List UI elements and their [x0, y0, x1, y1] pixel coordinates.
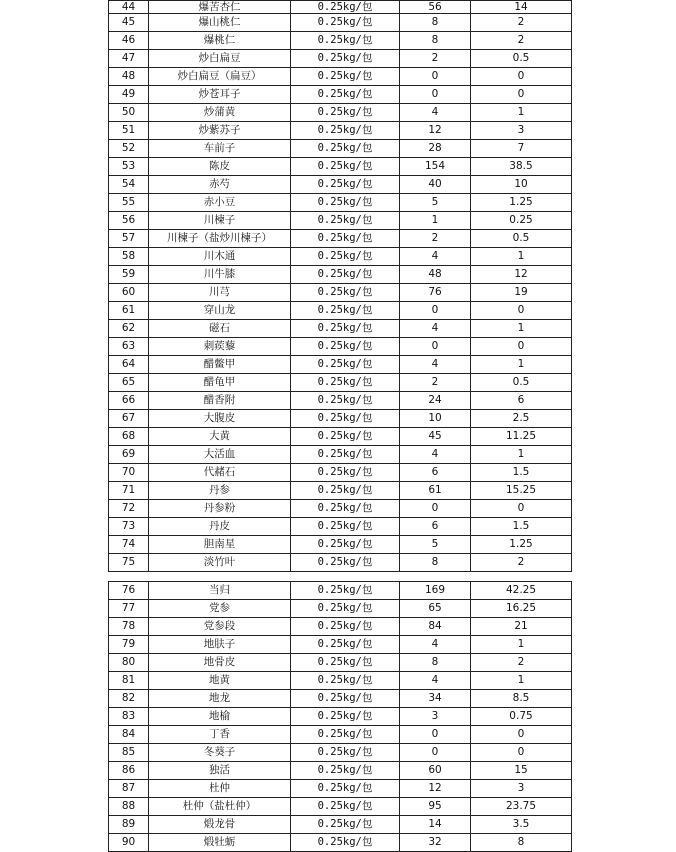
package-spec-cell: 0.25kg/包: [291, 86, 400, 104]
package-spec-cell: 0.25kg/包: [291, 158, 400, 176]
package-spec-cell: 0.25kg/包: [291, 690, 400, 708]
weight-kg-cell: 2: [471, 554, 572, 572]
table-row: [109, 600, 572, 618]
package-count-cell: 4: [400, 320, 471, 338]
package-spec-cell: 0.25kg/包: [291, 780, 400, 798]
weight-kg-cell: 1: [471, 320, 572, 338]
package-count-cell: 3: [400, 708, 471, 726]
row-number-cell: 67: [109, 410, 149, 428]
weight-kg-cell: 8: [471, 834, 572, 852]
table-row: [109, 834, 572, 852]
table-row: [109, 446, 572, 464]
row-number-cell: 68: [109, 428, 149, 446]
table-row: [109, 392, 572, 410]
package-count-cell: 60: [400, 762, 471, 780]
package-spec-cell: 0.25kg/包: [291, 582, 400, 600]
weight-kg-cell: 14: [471, 1, 572, 14]
herb-name-cell: 川芎: [149, 284, 291, 302]
table-row: [109, 500, 572, 518]
table-row: [109, 518, 572, 536]
row-number-cell: 72: [109, 500, 149, 518]
weight-kg-cell: 0: [471, 338, 572, 356]
package-spec-cell: 0.25kg/包: [291, 50, 400, 68]
package-spec-cell: 0.25kg/包: [291, 726, 400, 744]
herb-name-cell: 大黄: [149, 428, 291, 446]
weight-kg-cell: 0.25: [471, 212, 572, 230]
herb-name-cell: 胆南星: [149, 536, 291, 554]
herb-name-cell: 赤芍: [149, 176, 291, 194]
package-spec-cell: 0.25kg/包: [291, 672, 400, 690]
package-spec-cell: 0.25kg/包: [291, 536, 400, 554]
weight-kg-cell: 15.25: [471, 482, 572, 500]
package-count-cell: 4: [400, 446, 471, 464]
weight-kg-cell: 11.25: [471, 428, 572, 446]
package-count-cell: 40: [400, 176, 471, 194]
weight-kg-cell: 38.5: [471, 158, 572, 176]
weight-kg-cell: 1.5: [471, 464, 572, 482]
package-count-cell: 0: [400, 86, 471, 104]
herb-name-cell: 地肤子: [149, 636, 291, 654]
table-row: [109, 536, 572, 554]
package-count-cell: 5: [400, 194, 471, 212]
herb-name-cell: 炒苍耳子: [149, 86, 291, 104]
package-spec-cell: 0.25kg/包: [291, 464, 400, 482]
row-number-cell: 46: [109, 32, 149, 50]
herb-name-cell: 丹皮: [149, 518, 291, 536]
package-spec-cell: 0.25kg/包: [291, 410, 400, 428]
row-number-cell: 74: [109, 536, 149, 554]
table-row: [109, 320, 572, 338]
package-spec-cell: 0.25kg/包: [291, 500, 400, 518]
package-spec-cell: 0.25kg/包: [291, 654, 400, 672]
package-spec-cell: 0.25kg/包: [291, 266, 400, 284]
package-spec-cell: 0.25kg/包: [291, 104, 400, 122]
table-row: [109, 554, 572, 572]
table-row: [109, 338, 572, 356]
table-row: [109, 816, 572, 834]
table-row: [109, 428, 572, 446]
weight-kg-cell: 0: [471, 68, 572, 86]
row-number-cell: 76: [109, 582, 149, 600]
package-count-cell: 61: [400, 482, 471, 500]
package-count-cell: 0: [400, 338, 471, 356]
package-spec-cell: 0.25kg/包: [291, 14, 400, 32]
table-row: [109, 104, 572, 122]
weight-kg-cell: 16.25: [471, 600, 572, 618]
table-row: [109, 636, 572, 654]
package-spec-cell: 0.25kg/包: [291, 762, 400, 780]
herb-name-cell: 大腹皮: [149, 410, 291, 428]
table-row: [109, 374, 572, 392]
row-number-cell: 47: [109, 50, 149, 68]
weight-kg-cell: 2: [471, 654, 572, 672]
herb-name-cell: 党参段: [149, 618, 291, 636]
package-count-cell: 0: [400, 500, 471, 518]
herb-name-cell: 刺蒺藜: [149, 338, 291, 356]
package-spec-cell: 0.25kg/包: [291, 392, 400, 410]
package-spec-cell: 0.25kg/包: [291, 122, 400, 140]
table-row: [109, 672, 572, 690]
weight-kg-cell: 1.25: [471, 536, 572, 554]
herb-name-cell: 丹参粉: [149, 500, 291, 518]
row-number-cell: 79: [109, 636, 149, 654]
weight-kg-cell: 0.5: [471, 50, 572, 68]
package-spec-cell: 0.25kg/包: [291, 428, 400, 446]
package-spec-cell: 0.25kg/包: [291, 600, 400, 618]
herb-name-cell: 煅龙骨: [149, 816, 291, 834]
row-number-cell: 63: [109, 338, 149, 356]
table-row: [109, 356, 572, 374]
herb-name-cell: 炒紫苏子: [149, 122, 291, 140]
package-spec-cell: 0.25kg/包: [291, 230, 400, 248]
herb-name-cell: 川楝子: [149, 212, 291, 230]
package-count-cell: 169: [400, 582, 471, 600]
herb-name-cell: 地骨皮: [149, 654, 291, 672]
package-count-cell: 8: [400, 554, 471, 572]
herb-name-cell: 杜仲: [149, 780, 291, 798]
herb-name-cell: 穿山龙: [149, 302, 291, 320]
table-row: [109, 86, 572, 104]
weight-kg-cell: 6: [471, 392, 572, 410]
weight-kg-cell: 0.5: [471, 230, 572, 248]
herb-table-part1: [108, 0, 572, 572]
row-number-cell: 77: [109, 600, 149, 618]
package-spec-cell: 0.25kg/包: [291, 248, 400, 266]
package-spec-cell: 0.25kg/包: [291, 1, 400, 14]
package-spec-cell: 0.25kg/包: [291, 32, 400, 50]
herb-name-cell: 爆山桃仁: [149, 14, 291, 32]
package-spec-cell: 0.25kg/包: [291, 140, 400, 158]
package-count-cell: 2: [400, 50, 471, 68]
table-row: [109, 708, 572, 726]
herb-table-part2: [108, 581, 572, 852]
herb-name-cell: 杜仲（盐杜仲）: [149, 798, 291, 816]
herb-name-cell: 地榆: [149, 708, 291, 726]
weight-kg-cell: 7: [471, 140, 572, 158]
table-row: [109, 158, 572, 176]
package-spec-cell: 0.25kg/包: [291, 482, 400, 500]
table-row: [109, 122, 572, 140]
row-number-cell: 89: [109, 816, 149, 834]
package-count-cell: 8: [400, 654, 471, 672]
package-spec-cell: 0.25kg/包: [291, 338, 400, 356]
weight-kg-cell: 1.25: [471, 194, 572, 212]
package-spec-cell: 0.25kg/包: [291, 708, 400, 726]
weight-kg-cell: 1: [471, 672, 572, 690]
row-number-cell: 81: [109, 672, 149, 690]
row-number-cell: 88: [109, 798, 149, 816]
package-count-cell: 56: [400, 1, 471, 14]
herb-name-cell: 独活: [149, 762, 291, 780]
weight-kg-cell: 8.5: [471, 690, 572, 708]
package-count-cell: 95: [400, 798, 471, 816]
herb-name-cell: 车前子: [149, 140, 291, 158]
package-count-cell: 0: [400, 302, 471, 320]
package-spec-cell: 0.25kg/包: [291, 816, 400, 834]
weight-kg-cell: 1: [471, 446, 572, 464]
package-spec-cell: 0.25kg/包: [291, 744, 400, 762]
table-row: [109, 582, 572, 600]
weight-kg-cell: 1.5: [471, 518, 572, 536]
herb-name-cell: 炒蒲黄: [149, 104, 291, 122]
row-number-cell: 78: [109, 618, 149, 636]
herb-name-cell: 醋香附: [149, 392, 291, 410]
weight-kg-cell: 2: [471, 32, 572, 50]
herb-name-cell: 代赭石: [149, 464, 291, 482]
package-count-cell: 32: [400, 834, 471, 852]
package-spec-cell: 0.25kg/包: [291, 356, 400, 374]
row-number-cell: 69: [109, 446, 149, 464]
package-spec-cell: 0.25kg/包: [291, 798, 400, 816]
herb-name-cell: 冬葵子: [149, 744, 291, 762]
package-count-cell: 28: [400, 140, 471, 158]
row-number-cell: 56: [109, 212, 149, 230]
weight-kg-cell: 0.75: [471, 708, 572, 726]
package-spec-cell: 0.25kg/包: [291, 176, 400, 194]
package-count-cell: 12: [400, 122, 471, 140]
package-count-cell: 4: [400, 248, 471, 266]
weight-kg-cell: 10: [471, 176, 572, 194]
package-count-cell: 4: [400, 104, 471, 122]
table-row: [109, 212, 572, 230]
weight-kg-cell: 0: [471, 744, 572, 762]
package-spec-cell: 0.25kg/包: [291, 302, 400, 320]
row-number-cell: 48: [109, 68, 149, 86]
package-spec-cell: 0.25kg/包: [291, 284, 400, 302]
table-row: [109, 32, 572, 50]
row-number-cell: 59: [109, 266, 149, 284]
table-row: [109, 266, 572, 284]
herb-name-cell: 爆苦杏仁: [149, 1, 291, 14]
table-row: [109, 140, 572, 158]
package-count-cell: 4: [400, 636, 471, 654]
table-row: [109, 284, 572, 302]
package-spec-cell: 0.25kg/包: [291, 834, 400, 852]
table-row: [109, 654, 572, 672]
package-count-cell: 0: [400, 68, 471, 86]
row-number-cell: 86: [109, 762, 149, 780]
row-number-cell: 65: [109, 374, 149, 392]
row-number-cell: 44: [109, 1, 149, 14]
package-spec-cell: 0.25kg/包: [291, 446, 400, 464]
weight-kg-cell: 3: [471, 780, 572, 798]
herb-name-cell: 地龙: [149, 690, 291, 708]
row-number-cell: 54: [109, 176, 149, 194]
row-number-cell: 73: [109, 518, 149, 536]
table-row: [109, 744, 572, 762]
herb-name-cell: 陈皮: [149, 158, 291, 176]
row-number-cell: 61: [109, 302, 149, 320]
weight-kg-cell: 21: [471, 618, 572, 636]
herb-name-cell: 党参: [149, 600, 291, 618]
weight-kg-cell: 0.5: [471, 374, 572, 392]
row-number-cell: 66: [109, 392, 149, 410]
row-number-cell: 87: [109, 780, 149, 798]
herb-name-cell: 煅牡蛎: [149, 834, 291, 852]
weight-kg-cell: 2.5: [471, 410, 572, 428]
row-number-cell: 50: [109, 104, 149, 122]
weight-kg-cell: 3.5: [471, 816, 572, 834]
package-count-cell: 10: [400, 410, 471, 428]
package-count-cell: 4: [400, 356, 471, 374]
weight-kg-cell: 42.25: [471, 582, 572, 600]
package-spec-cell: 0.25kg/包: [291, 374, 400, 392]
row-number-cell: 90: [109, 834, 149, 852]
herb-name-cell: 地黄: [149, 672, 291, 690]
row-number-cell: 52: [109, 140, 149, 158]
table-row: [109, 50, 572, 68]
package-spec-cell: 0.25kg/包: [291, 212, 400, 230]
herb-name-cell: 丹参: [149, 482, 291, 500]
table-row: [109, 618, 572, 636]
table-row: [109, 780, 572, 798]
weight-kg-cell: 1: [471, 356, 572, 374]
package-count-cell: 154: [400, 158, 471, 176]
table-row: [109, 726, 572, 744]
table-row: [109, 798, 572, 816]
package-count-cell: 34: [400, 690, 471, 708]
weight-kg-cell: 1: [471, 248, 572, 266]
weight-kg-cell: 0: [471, 726, 572, 744]
package-count-cell: 0: [400, 744, 471, 762]
package-count-cell: 1: [400, 212, 471, 230]
table-row: [109, 762, 572, 780]
weight-kg-cell: 3: [471, 122, 572, 140]
package-count-cell: 45: [400, 428, 471, 446]
package-count-cell: 14: [400, 816, 471, 834]
row-number-cell: 53: [109, 158, 149, 176]
weight-kg-cell: 0: [471, 86, 572, 104]
table-row: [109, 464, 572, 482]
table-row: [109, 410, 572, 428]
herb-name-cell: 淡竹叶: [149, 554, 291, 572]
herb-name-cell: 当归: [149, 582, 291, 600]
row-number-cell: 60: [109, 284, 149, 302]
weight-kg-cell: 0: [471, 302, 572, 320]
weight-kg-cell: 23.75: [471, 798, 572, 816]
package-count-cell: 2: [400, 374, 471, 392]
package-count-cell: 12: [400, 780, 471, 798]
table-row: [109, 14, 572, 32]
table-row: [109, 176, 572, 194]
row-number-cell: 84: [109, 726, 149, 744]
weight-kg-cell: 0: [471, 500, 572, 518]
herb-name-cell: 醋龟甲: [149, 374, 291, 392]
table-row: [109, 68, 572, 86]
row-number-cell: 83: [109, 708, 149, 726]
herb-name-cell: 赤小豆: [149, 194, 291, 212]
package-spec-cell: 0.25kg/包: [291, 554, 400, 572]
row-number-cell: 71: [109, 482, 149, 500]
row-number-cell: 45: [109, 14, 149, 32]
package-count-cell: 65: [400, 600, 471, 618]
package-spec-cell: 0.25kg/包: [291, 194, 400, 212]
row-number-cell: 75: [109, 554, 149, 572]
table-row: [109, 248, 572, 266]
herb-name-cell: 川楝子（盐炒川楝子）: [149, 230, 291, 248]
table-row: [109, 230, 572, 248]
weight-kg-cell: 1: [471, 636, 572, 654]
herb-name-cell: 大活血: [149, 446, 291, 464]
table-row: [109, 1, 572, 14]
table-row: [109, 690, 572, 708]
row-number-cell: 82: [109, 690, 149, 708]
package-count-cell: 4: [400, 672, 471, 690]
herb-name-cell: 爆桃仁: [149, 32, 291, 50]
table-row: [109, 194, 572, 212]
row-number-cell: 55: [109, 194, 149, 212]
weight-kg-cell: 2: [471, 14, 572, 32]
weight-kg-cell: 12: [471, 266, 572, 284]
package-spec-cell: 0.25kg/包: [291, 320, 400, 338]
package-spec-cell: 0.25kg/包: [291, 68, 400, 86]
package-count-cell: 5: [400, 536, 471, 554]
row-number-cell: 58: [109, 248, 149, 266]
row-number-cell: 49: [109, 86, 149, 104]
row-number-cell: 80: [109, 654, 149, 672]
herb-name-cell: 川牛膝: [149, 266, 291, 284]
row-number-cell: 51: [109, 122, 149, 140]
package-spec-cell: 0.25kg/包: [291, 636, 400, 654]
herb-name-cell: 炒白扁豆（扁豆）: [149, 68, 291, 86]
package-count-cell: 6: [400, 518, 471, 536]
row-number-cell: 62: [109, 320, 149, 338]
row-number-cell: 70: [109, 464, 149, 482]
package-count-cell: 76: [400, 284, 471, 302]
package-count-cell: 84: [400, 618, 471, 636]
table-row: [109, 302, 572, 320]
row-number-cell: 64: [109, 356, 149, 374]
package-count-cell: 0: [400, 726, 471, 744]
row-number-cell: 85: [109, 744, 149, 762]
package-count-cell: 8: [400, 32, 471, 50]
herb-name-cell: 川木通: [149, 248, 291, 266]
weight-kg-cell: 19: [471, 284, 572, 302]
package-count-cell: 24: [400, 392, 471, 410]
weight-kg-cell: 15: [471, 762, 572, 780]
package-spec-cell: 0.25kg/包: [291, 618, 400, 636]
package-count-cell: 8: [400, 14, 471, 32]
herb-name-cell: 丁香: [149, 726, 291, 744]
row-number-cell: 57: [109, 230, 149, 248]
package-count-cell: 6: [400, 464, 471, 482]
table-row: [109, 482, 572, 500]
package-count-cell: 2: [400, 230, 471, 248]
package-count-cell: 48: [400, 266, 471, 284]
package-spec-cell: 0.25kg/包: [291, 518, 400, 536]
herb-name-cell: 醋鳖甲: [149, 356, 291, 374]
herb-name-cell: 炒白扁豆: [149, 50, 291, 68]
herb-name-cell: 磁石: [149, 320, 291, 338]
weight-kg-cell: 1: [471, 104, 572, 122]
